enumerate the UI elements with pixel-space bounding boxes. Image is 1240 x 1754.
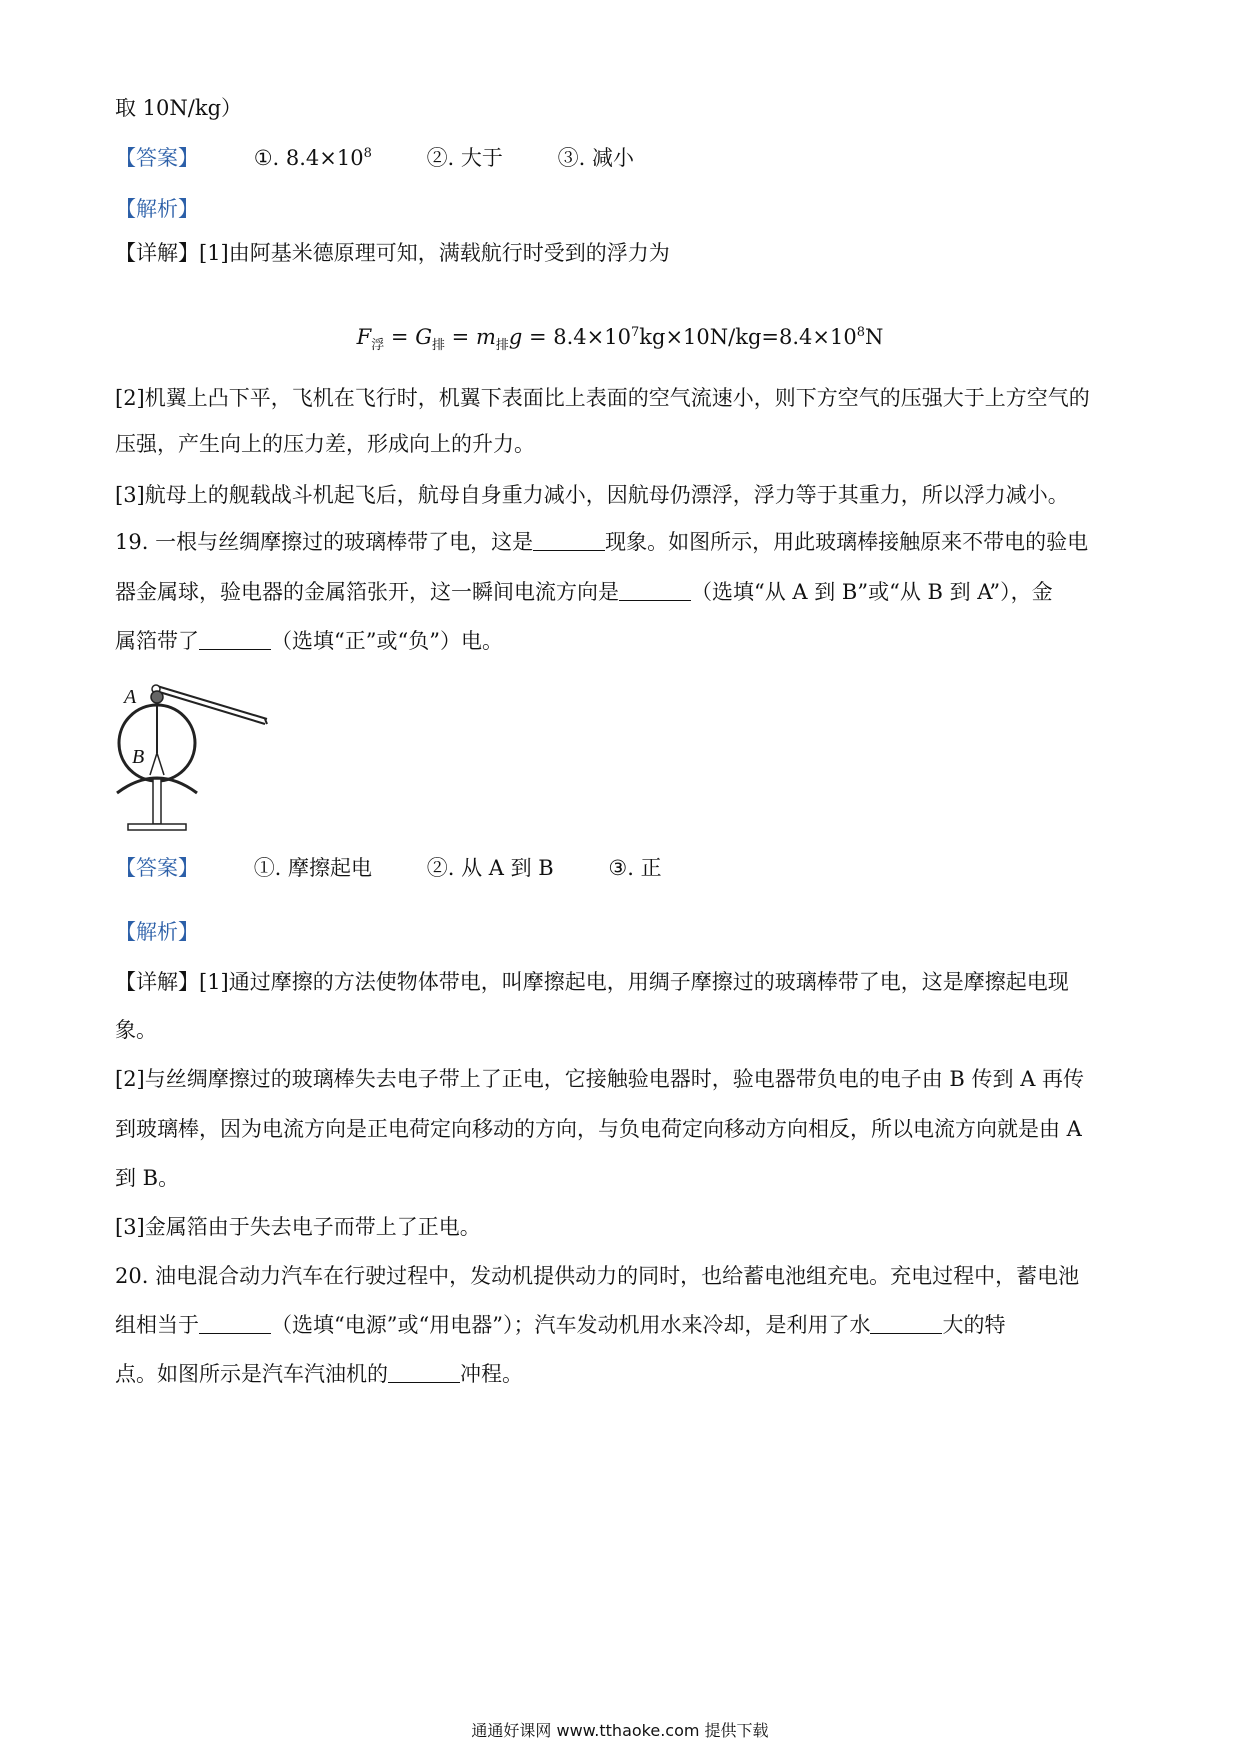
- question-19: 器金属球，验电器的金属箔张开，这一瞬间电流方向是 （选填“从 A 到 B”或“从 B 到 A”），金: [115, 580, 1053, 604]
- answer-blank: [199, 629, 271, 650]
- answer-row: [115, 853, 662, 883]
- answer-item: ③. 正: [608, 856, 662, 880]
- answer-item: ②. 从 A 到 B: [426, 856, 554, 880]
- question-20: 20. 油电混合动力汽车在行驶过程中，发动机提供动力的同时，也给蓄电池组充电。充电过程中，蓄电池: [115, 1264, 1080, 1288]
- analysis-label: 【解析】: [115, 197, 199, 221]
- question-20: 点。如图所示是汽车汽油机的 冲程。: [115, 1362, 523, 1386]
- text-line: 到 B。: [115, 1166, 180, 1190]
- text-line: [2]机翼上凸下平，飞机在飞行时，机翼下表面比上表面的空气流速小，则下方空气的压强大于上方空气的: [115, 386, 1090, 410]
- text-line: 象。: [115, 1018, 157, 1042]
- question-19: 属箔带了 （选填“正”或“负”）电。: [115, 629, 503, 653]
- answer-item: ③. 减小: [557, 146, 634, 170]
- page-footer: 通通好课网 www.tthaoke.com 提供下载: [471, 1721, 769, 1740]
- text-line: [3]航母上的舰载战斗机起飞后，航母自身重力减小，因航母仍漂浮，浮力等于其重力，所以浮力减小。: [115, 483, 1069, 507]
- answer-blank: [199, 1313, 271, 1334]
- text-line: [2]与丝绸摩擦过的玻璃棒失去电子带上了正电，它接触验电器时，验电器带负电的电子由 B 传到 A 再传: [115, 1067, 1085, 1091]
- question-19: 19. 一根与丝绸摩擦过的玻璃棒带了电，这是 现象。如图所示，用此玻璃棒接触原来不带电的验电: [115, 530, 1089, 554]
- text-line: [3]金属箔由于失去电子而带上了正电。: [115, 1215, 481, 1239]
- answer-label: 【答案】: [115, 856, 199, 880]
- label-b: B: [132, 746, 145, 768]
- electroscope-figure: [112, 675, 272, 845]
- text-line: 【详解】[1]通过摩擦的方法使物体带电，叫摩擦起电，用绸子摩擦过的玻璃棒带了电，这是摩擦起电现: [115, 970, 1069, 994]
- answer-label: 【答案】: [115, 146, 199, 170]
- text-line: 【详解】[1]由阿基米德原理可知，满载航行时受到的浮力为: [115, 241, 670, 265]
- answer-row: [115, 143, 634, 173]
- answer-blank: [870, 1313, 942, 1334]
- answer-item: ①. 摩擦起电: [253, 856, 373, 880]
- label-a: A: [124, 686, 137, 708]
- question-20: 组相当于 （选填“电源”或“用电器”）；汽车发动机用水来冷却，是利用了水 大的特: [115, 1313, 1006, 1337]
- answer-blank: [533, 530, 605, 551]
- answer-item: ②. 大于: [426, 146, 503, 170]
- text-line: 压强，产生向上的压力差，形成向上的升力。: [115, 432, 535, 456]
- analysis-label: 【解析】: [115, 920, 199, 944]
- formula-buoyancy: $F_浮 = G_排 = m_排g = 8.4\times 10^7kg\times 10N/kg=8.4\times 10^8N$: [356, 325, 884, 353]
- text-line: 取 10N/kg）: [115, 96, 243, 120]
- answer-item: ①. $8.4\times 10^8$: [253, 146, 372, 170]
- text-line: 到玻璃棒，因为电流方向是正电荷定向移动的方向，与负电荷定向移动方向相反，所以电流方向就是由 A: [115, 1117, 1082, 1141]
- answer-blank: [388, 1362, 460, 1383]
- answer-blank: [619, 580, 691, 601]
